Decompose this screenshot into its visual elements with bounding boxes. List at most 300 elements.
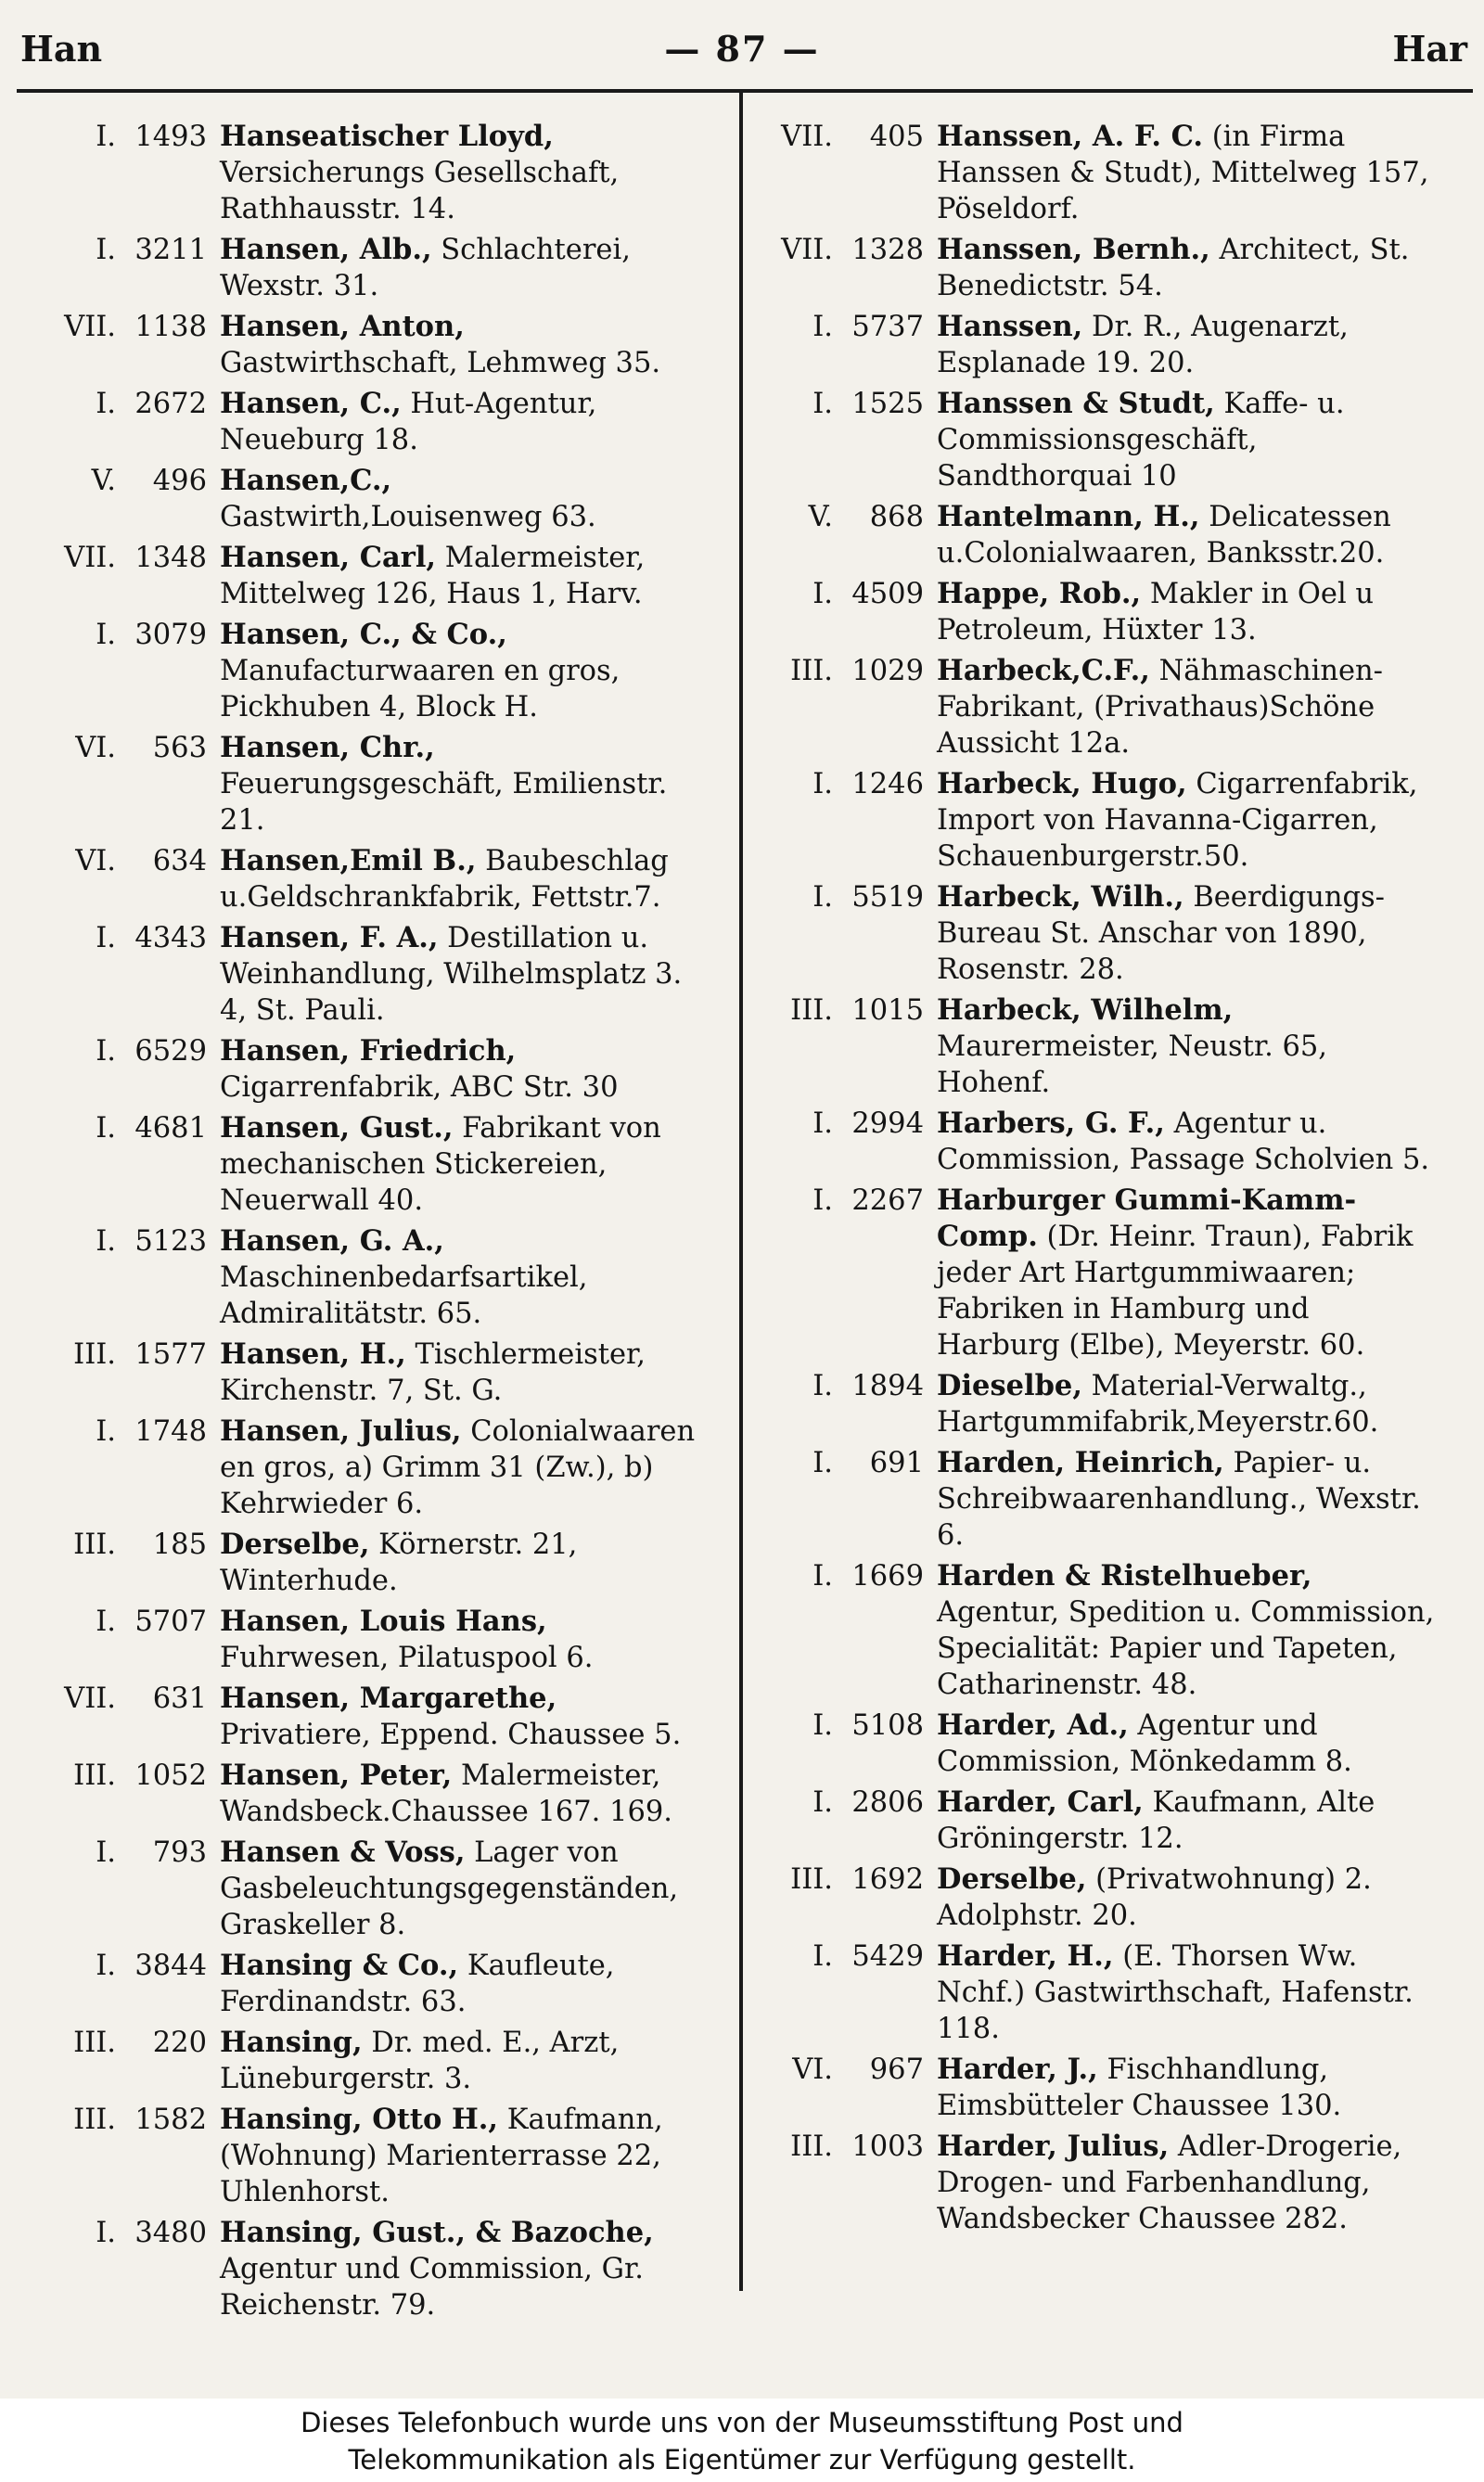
phone-number: 5108: [851, 1709, 924, 1742]
phone-number: 2806: [851, 1786, 924, 1819]
entry-text: [937, 309, 1438, 381]
entry-name: Hansen, Louis Hans,: [220, 1605, 547, 1638]
entry-text: [220, 1604, 705, 1676]
entry-name: Hansing,: [220, 2026, 363, 2059]
district-code: III.: [73, 2104, 116, 2136]
entry-number: [729, 2052, 937, 2088]
entry-name: Harbeck, Wilhelm,: [937, 993, 1234, 1027]
entry-description: Delicatessen u.Colonialwaaren, Banksstr.20.: [937, 501, 1391, 569]
phone-number: 793: [152, 1836, 207, 1869]
entry-number: [17, 463, 220, 499]
entry-name: Hansen, Margarethe,: [220, 1682, 557, 1715]
entry-number: [729, 1445, 937, 1481]
directory-entry: [729, 2052, 1438, 2124]
entry-name: Hansen, G. A.,: [220, 1224, 444, 1258]
entry-description: Fischhandlung, Eimsbütteler Chaussee 130.: [937, 2053, 1342, 2122]
phone-number: 1692: [851, 1863, 924, 1896]
entry-number: [17, 232, 220, 268]
entry-name: Hansing, Otto H.,: [220, 2103, 499, 2136]
entry-number: [729, 576, 937, 612]
directory-entry: [17, 1604, 705, 1676]
directory-entry: [17, 1758, 705, 1830]
phone-number: 1003: [851, 2130, 924, 2163]
entry-description: Makler in Oel u Petroleum, Hüxter 13.: [937, 578, 1375, 646]
district-code: I.: [812, 768, 833, 800]
entry-text: [220, 1681, 705, 1753]
district-code: I.: [812, 1107, 833, 1140]
district-code: VI.: [75, 732, 116, 764]
entry-description: (E. Thorsen Ww. Nchf.) Gastwirthschaft, Hafenstr. 118.: [937, 1940, 1414, 2045]
entry-number: [17, 309, 220, 345]
district-code: VII.: [781, 234, 833, 266]
district-code: I.: [812, 1940, 833, 1973]
directory-entry: [729, 992, 1438, 1101]
directory-entry: [17, 309, 705, 381]
entry-number: [729, 499, 937, 535]
entry-description: Privatiere, Eppend. Chaussee 5.: [220, 1719, 682, 1751]
phone-number: 5123: [134, 1225, 207, 1258]
directory-entry: [729, 1785, 1438, 1857]
page-header: [0, 0, 1484, 93]
entry-name: Hansing & Co.,: [220, 1949, 459, 1982]
phone-number: 185: [152, 1529, 207, 1561]
entry-name: Hansen & Voss,: [220, 1836, 466, 1869]
district-code: I.: [96, 2217, 116, 2249]
phone-number: 5519: [851, 881, 924, 914]
directory-entry: [17, 1223, 705, 1332]
district-code: I.: [812, 1370, 833, 1402]
district-code: I.: [96, 619, 116, 651]
entry-description: Lager von Gasbeleuchtungsgegenständen, Graskeller 8.: [220, 1836, 679, 1941]
entry-name: Derselbe,: [937, 1862, 1087, 1896]
district-code: I.: [812, 388, 833, 420]
district-code: I.: [96, 1836, 116, 1869]
phone-number: 2994: [851, 1107, 924, 1140]
entry-description: Nähmaschinen-Fabrikant, (Privathaus)Schöne Aussicht 12a.: [937, 655, 1383, 760]
entry-number: [17, 1948, 220, 1984]
phone-number: 3211: [134, 234, 207, 266]
phone-number: 496: [152, 465, 207, 497]
phone-number: 1582: [134, 2104, 207, 2136]
entry-number: [729, 879, 937, 915]
directory-entry: [17, 1414, 705, 1522]
district-code: I.: [96, 388, 116, 420]
entry-name: Harden, Heinrich,: [937, 1446, 1224, 1479]
directory-entry: [729, 576, 1438, 648]
directory-entry: [17, 1948, 705, 2020]
entry-name: Hansing, Gust., & Bazoche,: [220, 2216, 654, 2249]
entry-text: [937, 879, 1438, 988]
entry-text: [220, 2215, 705, 2323]
district-code: V.: [808, 501, 833, 533]
district-code: I.: [812, 1560, 833, 1593]
phone-number: 631: [152, 1682, 207, 1715]
entry-text: [220, 119, 705, 227]
entry-description: (in Firma Hanssen & Studt), Mittelweg 157, Pöseldorf.: [937, 121, 1429, 225]
entry-number: [17, 386, 220, 422]
page-number: — 87 —: [664, 28, 820, 70]
entry-description: Maschinenbedarfsartikel, Admiralitätstr. 65.: [220, 1261, 588, 1330]
phone-number: 2267: [851, 1184, 924, 1217]
entry-description: Körnerstr. 21, Winterhude.: [220, 1529, 578, 1597]
phone-number: 1138: [134, 311, 207, 343]
entry-name: Hansen, Julius,: [220, 1414, 462, 1448]
entry-name: Hansen, Chr.,: [220, 731, 435, 764]
phone-number: 5429: [851, 1940, 924, 1973]
directory-entry: [17, 386, 705, 458]
phone-number: 4343: [134, 922, 207, 954]
entry-text: [937, 1368, 1438, 1440]
directory-entry: [729, 1106, 1438, 1178]
entry-text: [220, 2102, 705, 2210]
entry-number: [17, 1681, 220, 1717]
entry-description: Destillation u. Weinhandlung, Wilhelmsplatz 3. 4, St. Pauli.: [220, 922, 683, 1027]
phone-number: 1328: [851, 234, 924, 266]
entry-number: [729, 1106, 937, 1142]
phone-number: 5707: [134, 1606, 207, 1638]
district-code: III.: [790, 655, 833, 687]
district-code: I.: [96, 1035, 116, 1068]
phone-number: 405: [869, 121, 924, 153]
directory-entry: [729, 1183, 1438, 1363]
district-code: I.: [812, 578, 833, 610]
district-code: I.: [812, 1184, 833, 1217]
header-right-keyword: Har: [1392, 28, 1467, 70]
entry-description: Schlachterei, Wexstr. 31.: [220, 234, 631, 302]
phone-number: 1748: [134, 1415, 207, 1448]
directory-entry: [17, 2102, 705, 2210]
entry-text: [937, 1183, 1438, 1363]
entry-name: Harbeck, Hugo,: [937, 767, 1187, 800]
directory-entry: [17, 119, 705, 227]
entry-number: [17, 2215, 220, 2251]
entry-number: [17, 1604, 220, 1640]
entry-number: [17, 119, 220, 155]
entry-text: [220, 1033, 705, 1106]
entry-description: Kaufleute, Ferdinandstr. 63.: [220, 1950, 615, 2018]
directory-entry: [729, 1445, 1438, 1554]
entry-name: Hansen, Peter,: [220, 1759, 453, 1792]
district-code: I.: [96, 1606, 116, 1638]
entry-number: [17, 920, 220, 956]
entry-description: Agentur und Commission, Mönkedamm 8.: [937, 1709, 1352, 1778]
entry-name: Derselbe,: [220, 1528, 370, 1561]
entry-text: [937, 232, 1438, 304]
entry-text: [220, 1758, 705, 1830]
district-code: I.: [96, 121, 116, 153]
directory-entry: [729, 1862, 1438, 1934]
directory-entry: [17, 920, 705, 1029]
entry-text: [220, 463, 705, 535]
district-code: I.: [96, 1950, 116, 1982]
entry-description: Dr. med. E., Arzt, Lüneburgerstr. 3.: [220, 2027, 620, 2095]
entry-description: (Dr. Heinr. Traun), Fabrik jeder Art Hartgummiwaaren; Fabriken in Hamburg und Harburg (Elbe), Meyerstr. 60.: [937, 1221, 1414, 1362]
footer-line-2: Telekommunikation als Eigentümer zur Verfügung gestellt.: [348, 2444, 1136, 2476]
entry-number: [729, 2129, 937, 2165]
phone-number: 1525: [851, 388, 924, 420]
phone-number: 1669: [851, 1560, 924, 1593]
district-code: III.: [73, 2027, 116, 2059]
entry-number: [729, 1183, 937, 1219]
phone-number: 3480: [134, 2217, 207, 2249]
entry-text: [937, 386, 1438, 494]
entry-text: [937, 576, 1438, 648]
left-column: [17, 119, 705, 2328]
entry-text: [220, 843, 705, 915]
directory-entry: [729, 766, 1438, 875]
entry-name: Dieselbe,: [937, 1369, 1082, 1402]
entry-text: [937, 1785, 1438, 1857]
district-code: III.: [73, 1338, 116, 1371]
entry-description: (Privatwohnung) 2. Adolphstr. 20.: [937, 1863, 1372, 1932]
directory-entry: [17, 1110, 705, 1219]
entry-name: Hansen,Emil B.,: [220, 844, 477, 877]
entry-text: [937, 1862, 1438, 1934]
entry-number: [729, 1938, 937, 1975]
phone-number: 2672: [134, 388, 207, 420]
entry-text: [220, 386, 705, 458]
directory-entry: [17, 730, 705, 838]
directory-entry: [729, 653, 1438, 761]
entry-description: Cigarrenfabrik, ABC Str. 30: [220, 1071, 619, 1104]
entry-number: [729, 119, 937, 155]
entry-text: [220, 1223, 705, 1332]
directory-entry: [17, 540, 705, 612]
district-code: I.: [812, 1786, 833, 1819]
entry-number: [729, 653, 937, 689]
entry-text: [220, 1948, 705, 2020]
entry-name: Hanseatischer Lloyd,: [220, 120, 554, 153]
entry-name: Harder, Carl,: [937, 1785, 1144, 1819]
phone-number: 1493: [134, 121, 207, 153]
entry-text: [937, 499, 1438, 571]
entry-number: [17, 1223, 220, 1260]
directory-entry: [17, 1835, 705, 1943]
entry-name: Hanssen,: [937, 310, 1083, 343]
directory-entry: [729, 1558, 1438, 1703]
header-left-keyword: Han: [20, 28, 103, 70]
entry-name: Hansen, F. A.,: [220, 921, 439, 954]
district-code: III.: [73, 1759, 116, 1792]
entry-description: Kaffe- u. Commissionsgeschäft, Sandthorquai 10: [937, 388, 1345, 493]
entry-description: Fabrikant von mechanischen Stickereien, Neuerwall 40.: [220, 1112, 661, 1217]
entry-description: Kaufmann, (Wohnung) Marienterrasse 22, Uhlenhorst.: [220, 2104, 663, 2208]
entry-description: Malermeister, Wandsbeck.Chaussee 167. 169.: [220, 1759, 672, 1828]
entry-description: Colonialwaaren en gros, a) Grimm 31 (Zw.), b) Kehrwieder 6.: [220, 1415, 696, 1520]
entry-text: [220, 1110, 705, 1219]
entry-text: [937, 1558, 1438, 1703]
district-code: V.: [91, 465, 116, 497]
entry-text: [937, 2052, 1438, 2124]
entry-number: [729, 232, 937, 268]
directory-entry: [17, 617, 705, 725]
entry-number: [729, 1558, 937, 1594]
phone-number: 967: [869, 2053, 924, 2086]
phone-number: 220: [152, 2027, 207, 2059]
phone-number: 5737: [851, 311, 924, 343]
district-code: VII.: [781, 121, 833, 153]
district-code: I.: [812, 1709, 833, 1742]
entry-name: Hansen, C., & Co.,: [220, 618, 507, 651]
entry-description: Papier- u. Schreibwaarenhandlung., Wexstr. 6.: [937, 1447, 1421, 1552]
entry-number: [17, 1414, 220, 1450]
entry-description: Hut-Agentur, Neueburg 18.: [220, 388, 597, 456]
entry-name: Harbeck, Wilh.,: [937, 880, 1184, 914]
directory-entry: [17, 1681, 705, 1753]
entry-text: [220, 1527, 705, 1599]
phone-number: 1348: [134, 542, 207, 574]
district-code: VII.: [64, 1682, 116, 1715]
entry-text: [220, 1414, 705, 1522]
right-column: [729, 119, 1438, 2242]
district-code: III.: [790, 2130, 833, 2163]
entry-number: [729, 1368, 937, 1404]
entry-number: [729, 766, 937, 802]
directory-entry: [729, 1368, 1438, 1440]
district-code: I.: [96, 922, 116, 954]
district-code: III.: [790, 994, 833, 1027]
entry-description: Versicherungs Gesellschaft, Rathhausstr. 14.: [220, 157, 620, 225]
phone-number: 1052: [134, 1759, 207, 1792]
directory-entry: [17, 2215, 705, 2323]
entry-description: Material-Verwaltg., Hartgummifabrik,Meyerstr.60.: [937, 1370, 1379, 1439]
directory-entry: [729, 1938, 1438, 2047]
entry-name: Harden & Ristelhueber,: [937, 1559, 1312, 1593]
entry-name: Harbers, G. F.,: [937, 1107, 1165, 1140]
entry-name: Hansen, Gust.,: [220, 1111, 454, 1145]
directory-entry: [729, 386, 1438, 494]
entry-description: Dr. R., Augenarzt, Esplanade 19. 20.: [937, 311, 1349, 379]
entry-description: Malermeister, Mittelweg 126, Haus 1, Harv.: [220, 542, 646, 610]
phone-number: 691: [869, 1447, 924, 1479]
entry-number: [17, 730, 220, 766]
phone-number: 1894: [851, 1370, 924, 1402]
phone-number: 4509: [851, 578, 924, 610]
entry-name: Hansen, Alb.,: [220, 233, 432, 266]
entry-number: [17, 2025, 220, 2061]
entry-name: Hanssen, A. F. C.: [937, 120, 1203, 153]
phone-number: 1577: [134, 1338, 207, 1371]
directory-entry: [17, 232, 705, 304]
entry-number: [17, 1033, 220, 1069]
phone-number: 3079: [134, 619, 207, 651]
entry-number: [17, 2102, 220, 2138]
directory-entry: [729, 499, 1438, 571]
entry-description: Kaufmann, Alte Gröningerstr. 12.: [937, 1786, 1375, 1855]
phone-number: 634: [152, 845, 207, 877]
district-code: I.: [812, 881, 833, 914]
entry-text: [220, 540, 705, 612]
entry-description: Agentur u. Commission, Passage Scholvien 5.: [937, 1107, 1430, 1176]
district-code: III.: [790, 1863, 833, 1896]
entry-name: Hansen, Anton,: [220, 310, 465, 343]
entry-text: [220, 730, 705, 838]
entry-text: [937, 1106, 1438, 1178]
district-code: I.: [812, 311, 833, 343]
district-code: I.: [96, 234, 116, 266]
directory-entry: [17, 1337, 705, 1409]
entry-number: [729, 386, 937, 422]
directory-entry: [17, 1527, 705, 1599]
entry-number: [17, 843, 220, 879]
phone-number: 3844: [134, 1950, 207, 1982]
entry-name: Hanssen, Bernh.,: [937, 233, 1210, 266]
entry-number: [729, 1862, 937, 1898]
directory-entry: [729, 119, 1438, 227]
entry-name: Hanssen & Studt,: [937, 387, 1215, 420]
header-rule: [17, 89, 1473, 93]
entry-name: Harder, Julius,: [937, 2130, 1170, 2163]
entry-text: [937, 119, 1438, 227]
entry-name: Harder, J.,: [937, 2053, 1098, 2086]
entry-text: [220, 2025, 705, 2097]
entry-number: [729, 1785, 937, 1821]
entry-text: [937, 1938, 1438, 2047]
entry-number: [17, 540, 220, 576]
entry-name: Hantelmann, H.,: [937, 500, 1200, 533]
entry-name: Harbeck,C.F.,: [937, 654, 1150, 687]
directory-entry: [17, 2025, 705, 2097]
phone-number: 1015: [851, 994, 924, 1027]
entry-description: Gastwirth,Louisenweg 63.: [220, 501, 596, 533]
entry-name: Harder, Ad.,: [937, 1708, 1129, 1742]
entry-number: [729, 1708, 937, 1744]
entry-description: Agentur und Commission, Gr. Reichenstr. 79.: [220, 2253, 644, 2322]
entry-name: Harder, H.,: [937, 1939, 1114, 1973]
directory-entry: [729, 1708, 1438, 1780]
entry-name: Hansen, Carl,: [220, 541, 437, 574]
entry-description: Fuhrwesen, Pilatuspool 6.: [220, 1642, 594, 1674]
district-code: I.: [96, 1112, 116, 1145]
footer-notice: [0, 2399, 1484, 2482]
entry-name: Harburger Gummi-Kamm-Comp.: [937, 1183, 1357, 1253]
entry-number: [17, 1758, 220, 1794]
entry-number: [17, 1110, 220, 1146]
entry-description: Maurermeister, Neustr. 65, Hohenf.: [937, 1030, 1327, 1099]
entry-name: Happe, Rob.,: [937, 577, 1142, 610]
entry-name: Hansen, H.,: [220, 1337, 406, 1371]
entry-text: [937, 992, 1438, 1101]
district-code: I.: [812, 1447, 833, 1479]
entry-name: Hansen,C.,: [220, 464, 392, 497]
entry-text: [220, 1337, 705, 1409]
entry-text: [220, 617, 705, 725]
directory-entry: [17, 463, 705, 535]
entry-description: Agentur, Spedition u. Commission, Specialität: Papier und Tapeten, Catharinenstr. 48.: [937, 1596, 1435, 1701]
phone-number: 563: [152, 732, 207, 764]
directory-entry: [17, 843, 705, 915]
entry-number: [17, 1527, 220, 1563]
phone-number: 1029: [851, 655, 924, 687]
entry-description: Manufacturwaaren en gros, Pickhuben 4, Block H.: [220, 655, 620, 723]
entry-name: Hansen, C.,: [220, 387, 402, 420]
entry-number: [17, 617, 220, 653]
entry-description: Beerdigungs-Bureau St. Anschar von 1890, Rosenstr. 28.: [937, 881, 1385, 986]
entry-description: Gastwirthschaft, Lehmweg 35.: [220, 347, 661, 379]
district-code: III.: [73, 1529, 116, 1561]
entry-text: [937, 766, 1438, 875]
entry-description: Architect, St. Benedictstr. 54.: [937, 234, 1410, 302]
entry-number: [17, 1337, 220, 1373]
entry-description: Feuerungsgeschäft, Emilienstr. 21.: [220, 768, 668, 837]
district-code: VI.: [792, 2053, 833, 2086]
phone-number: 4681: [134, 1112, 207, 1145]
entry-text: [220, 232, 705, 304]
directory-entry: [729, 232, 1438, 304]
phone-number: 1246: [851, 768, 924, 800]
district-code: I.: [96, 1415, 116, 1448]
directory-entry: [729, 879, 1438, 988]
